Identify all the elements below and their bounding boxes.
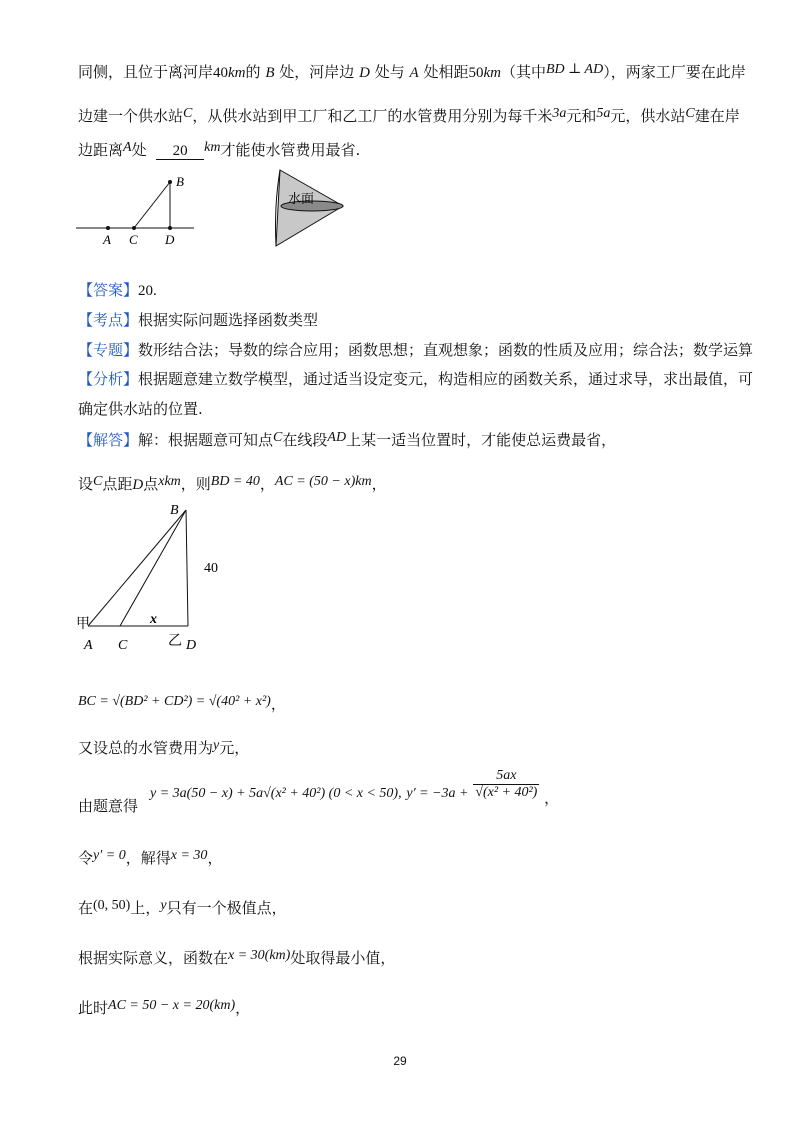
ling-line: 令y′ = 0，解得x = 30， [78,848,223,867]
jieda-line: 【解答】解：根据题意可知点C在线段AD上某一适当位置时，才能使总运费最省， [78,430,617,449]
kaodian-line: 【考点】根据实际问题选择函数类型 [78,311,319,329]
figure-cone [270,160,360,252]
jieda-tag: 【解答】 [78,431,139,449]
set-line: 设C点距D点xkm，则BD = 40，AC = (50 − x)km， [78,474,387,493]
label-c: C [118,638,128,653]
answer-tag: 【答案】 [78,281,139,299]
point-a [106,226,110,230]
meaning-line: 根据实际意义，函数在x = 30(km)处取得最小值， [78,948,396,967]
label-jia: 甲 [76,617,90,632]
zhuanti-line: 【专题】数形结合法；导数的综合应用；函数思想；直观想象；函数的性质及应用；综合法；数学运算 [78,341,754,359]
label-x: x [150,612,157,627]
point-d [168,226,172,230]
fenxi-line-2: 确定供水站的位置. [78,400,203,418]
fenxi-line-1: 【分析】根据题意建立数学模型，通过适当设定变元，构造相应的函数关系，通过求导，求出最值，可 [78,370,754,388]
bc-line: BC = √(BD² + CD²) = √(40² + x²)， [78,694,286,713]
label-c: C [129,232,138,247]
label-a: A [103,232,111,247]
label-water: 水面 [288,191,315,206]
page-number: 29 [393,1054,407,1068]
segment-cb [134,182,170,228]
answer-blank: 20 [156,143,204,160]
formula-block: y = 3a(50 − x) + 5a√(x² + 40²) (0 < x < 50), y′ = −3a + $\frac{5ax}{\text{√(x² + 40²)}}$ ， [150,768,560,807]
zhuanti-tag: 【专题】 [78,341,139,359]
fraction: $\frac{5ax}{\text{√(x² + 40²)}}$ [475,768,538,800]
label-yi: 乙 [168,634,182,649]
point-c [132,226,136,230]
kaodian-tag: 【考点】 [78,311,139,329]
interval-line: 在(0, 50)上，y只有一个极值点， [78,898,287,917]
label-b: B [170,503,179,518]
fenxi-tag: 【分析】 [78,370,139,388]
label-d: D [186,638,197,653]
cost-line: 又设总的水管费用为y元， [78,738,250,757]
problem-line-1: 同侧，且位于离河岸40km的 B 处，河岸边 D 处与 A 处相距50km（其中BD ⊥ AD），两家工厂要在此岸 [78,62,746,81]
answer-line: 【答案】20. [78,281,157,299]
point-b [168,180,172,184]
label-40: 40 [204,561,218,576]
label-b: B [176,174,184,189]
problem-line-2: 边建一个供水站C，从供水站到甲工厂和乙工厂的水管费用分别为每千米3a元和5a元，供水站C建在岸 [78,106,740,125]
label-d: D [165,232,175,247]
segment-cb [120,510,186,626]
final-line: 此时AC = 50 − x = 20(km)， [78,998,251,1017]
figure-triangle [70,500,250,660]
label-a: A [84,638,93,653]
segment-ab [88,510,186,626]
formula-lead: 由题意得 [78,797,139,815]
figure-river-diagram [70,170,210,250]
problem-line-3: 边距离A处 20 km才能使水管费用最省. [78,140,361,159]
segment-bd [186,510,188,626]
